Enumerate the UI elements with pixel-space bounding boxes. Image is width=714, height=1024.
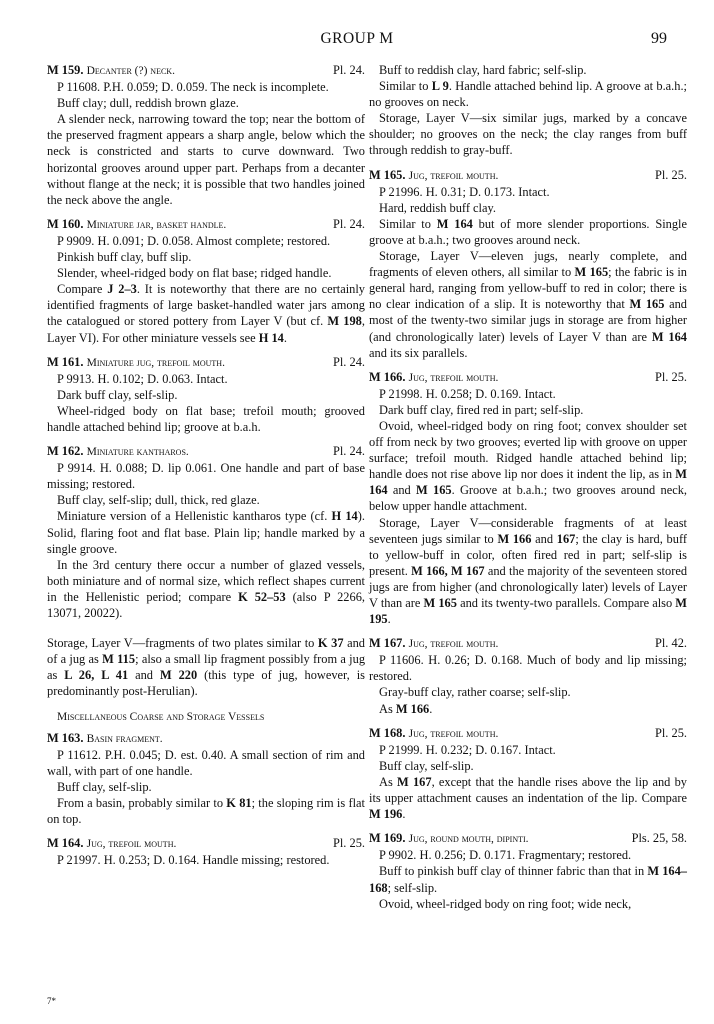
entry-title: Miniature jar, basket handle. xyxy=(86,218,227,231)
cross-reference: M 167 xyxy=(397,774,432,789)
entry-title: Miniature kantharos. xyxy=(86,446,189,459)
entry-heading xyxy=(47,216,365,233)
plate-ref: Pl. 25. xyxy=(654,725,687,740)
entry-number: M 159. xyxy=(47,63,84,77)
entry-title: Decanter (?) neck. xyxy=(86,65,175,77)
entry-number: M 163. xyxy=(47,730,84,745)
cross-reference: M 196 xyxy=(369,807,403,822)
cross-reference: H 14 xyxy=(331,509,358,524)
text-run: From a basin, probably similar to xyxy=(57,795,227,810)
entry-text: Storage, Layer V—six similar jugs, marked by a concave shoulder; no grooves on the neck; the clay ranges from buff through reddish to gray-buff. xyxy=(369,111,687,158)
entry-text: Pinkish buff clay, buff slip. xyxy=(57,250,192,265)
entry-text: P 11608. P.H. 0.059; D. 0.059. The neck is incomplete. xyxy=(57,80,329,95)
entry-title: Jug, trefoil mouth. xyxy=(408,638,499,651)
cross-reference: M 115 xyxy=(102,652,136,667)
entry-text: P 9914. H. 0.088; D. lip 0.061. One handle and part of base missing; restored. xyxy=(47,461,365,492)
text-run: Buff to pinkish buff clay of thinner fabric than that in xyxy=(379,864,648,879)
cross-reference: M 165 xyxy=(629,297,665,312)
entry-number: M 164. xyxy=(47,836,84,851)
text-run: . xyxy=(402,807,406,822)
text-run: Compare xyxy=(57,282,108,297)
cross-reference: J 2–3 xyxy=(107,282,137,297)
entry-text xyxy=(369,418,687,515)
plate-ref: Pl. 42. xyxy=(654,636,687,651)
text-run: and most of the twenty-two similar jugs in storage are from higher (and chronologically later) levels of Layer V than are xyxy=(369,297,687,344)
text-run: , Layer VI). For other miniature vessels see xyxy=(47,314,365,345)
cross-reference: M 220 xyxy=(159,668,198,683)
entry-text: Buff clay, self-slip; dull, thick, red glaze. xyxy=(57,493,260,508)
cross-reference: K 37 xyxy=(317,636,344,651)
text-run: . xyxy=(387,612,391,627)
cross-reference: M 164 xyxy=(369,467,687,498)
entry-text: Buff to reddish clay, hard fabric; self-slip. xyxy=(379,63,587,77)
entry-text: Wheel-ridged body on flat base; trefoil mouth; grooved handle attached behind lip; groove at b.a.h. xyxy=(47,403,365,434)
running-header xyxy=(0,30,714,52)
cross-reference: M 166 xyxy=(395,701,430,716)
plate-ref: Pl. 24. xyxy=(332,216,365,231)
entry-heading xyxy=(47,730,365,747)
entry-text: P 21997. H. 0.253; D. 0.164. Handle missing; restored. xyxy=(57,853,330,868)
entry-title: Miniature jug, trefoil mouth. xyxy=(86,356,225,369)
entry-text: Ovoid, wheel-ridged body on ring foot; wide neck, xyxy=(379,896,632,911)
entry-text xyxy=(47,557,365,621)
plate-ref: Pls. 25, 58. xyxy=(631,831,687,846)
text-run: . Handle attached behind lip. A groove at b.a.h.; no grooves on neck. xyxy=(369,79,687,110)
entry-title: Basin fragment. xyxy=(86,732,163,745)
left-column xyxy=(47,62,365,868)
cross-reference: M 165 xyxy=(574,265,609,280)
text-run: Similar to xyxy=(379,79,432,94)
entry-number: M 167. xyxy=(369,636,406,651)
cross-reference: M 164 xyxy=(436,216,473,231)
text-run: . xyxy=(429,701,433,716)
catalogue-entry-m159 xyxy=(47,62,365,208)
text-run: and the majority of the seventeen stored jugs are from higher (and chronologically later) levels of Layer V than are xyxy=(369,563,688,610)
entry-text: Slender, wheel-ridged body on flat base; ridged handle. xyxy=(57,266,332,281)
text-run: and xyxy=(531,531,557,546)
entry-text: P 9909. H. 0.091; D. 0.058. Almost complete; restored. xyxy=(57,233,331,248)
signature-mark: 7* xyxy=(47,996,56,1006)
entry-text xyxy=(369,78,687,110)
cross-reference: M 164–168 xyxy=(369,864,688,895)
entry-text xyxy=(47,635,365,699)
right-column xyxy=(369,62,687,912)
plate-ref: Pl. 24. xyxy=(332,444,365,459)
catalogue-entry-m166 xyxy=(369,369,687,628)
cross-reference: M 165 xyxy=(423,596,457,610)
entry-text: P 9913. H. 0.102; D. 0.063. Intact. xyxy=(57,371,228,386)
plate-ref: Pl. 25. xyxy=(332,836,365,851)
entry-text: Hard, reddish buff clay. xyxy=(379,200,496,215)
entry-text xyxy=(369,248,687,361)
entry-text: P 9902. H. 0.256; D. 0.171. Fragmentary; restored. xyxy=(379,848,632,863)
text-run: , except that the handle rises above the lip and by its upper attachment causes an indentation of the lip. Compare xyxy=(369,774,687,806)
catalogue-entry-m160 xyxy=(47,216,365,346)
catalogue-entry-m163 xyxy=(47,730,365,828)
text-run: Similar to xyxy=(379,216,437,231)
text-run: but of more slender proportions. Single groove at b.a.h.; two grooves around neck. xyxy=(369,216,687,247)
text-run: ; also a small lip fragment possibly from a jug as xyxy=(47,652,366,683)
entry-number: M 166. xyxy=(369,369,406,384)
text-run: and its six parallels. xyxy=(369,345,468,360)
entry-text: Dark buff clay, fired red in part; self-slip. xyxy=(379,402,584,417)
cross-reference: 167 xyxy=(556,531,576,546)
entry-title: Jug, trefoil mouth. xyxy=(408,727,499,740)
text-run: As xyxy=(379,701,396,716)
entry-title: Jug, trefoil mouth. xyxy=(86,838,177,851)
entry-number: M 160. xyxy=(47,216,84,231)
text-run: and xyxy=(128,668,160,683)
text-run: Storage, Layer V—eleven jugs, nearly complete, and fragments of eleven others, all similar to xyxy=(369,249,687,280)
catalogue-entry-m169 xyxy=(369,830,687,911)
entry-text xyxy=(369,774,687,822)
text-run: Miniature version of a Hellenistic kantharos type (cf. xyxy=(57,509,332,524)
entry-heading xyxy=(47,835,365,852)
text-run: and of a jug as xyxy=(47,636,365,667)
entry-title: Jug, round mouth, dipinti. xyxy=(408,833,529,846)
entry-heading xyxy=(47,354,365,371)
text-run: ; the sloping rim is flat on top. xyxy=(47,795,365,827)
entry-number: M 161. xyxy=(47,354,84,369)
entry-number: M 168. xyxy=(369,725,406,740)
entry-title: Jug, trefoil mouth. xyxy=(408,371,499,384)
cross-reference: M 166 xyxy=(497,531,532,546)
cross-reference: L 9 xyxy=(431,79,449,94)
entry-heading xyxy=(369,167,687,184)
entry-text xyxy=(47,281,365,345)
text-run: Ovoid, wheel-ridged body on ring foot; convex shoulder set off from neck by two grooves; everted lip with groove on upper surface; trefoil mouth. Ridged handle attached behind lip; handle does not rise above lip nor does it indent the lip, as in xyxy=(369,418,687,482)
catalogue-entry-m164 xyxy=(47,835,365,868)
entry-text: P 11612. P.H. 0.045; D. est. 0.40. A small section of rim and wall, with part of one handle. xyxy=(47,747,365,778)
plate-ref: Pl. 25. xyxy=(654,369,687,384)
entry-text: A slender neck, narrowing toward the top; near the bottom of the preserved fragment appears a sharp angle, below which the neck is constricted and starts to curve downward. Two horizontal grooves around upper part. Perhaps from a decanter without flange at the neck; it is possible that two handles joined the neck above the angle. xyxy=(47,112,365,207)
entry-heading xyxy=(369,369,687,386)
text-run: Storage, Layer V—considerable fragments of at least seventeen jugs similar to xyxy=(369,515,687,546)
entry-text xyxy=(369,515,687,628)
entry-text xyxy=(369,216,687,248)
entry-text: Dark buff clay, self-slip. xyxy=(57,387,178,402)
plate-ref: Pl. 24. xyxy=(332,63,365,77)
entry-text xyxy=(369,701,687,717)
entry-text: Buff clay; dull, reddish brown glaze. xyxy=(57,96,239,111)
entry-heading xyxy=(369,725,687,742)
text-run: (this type of jug, however, is predominantly post-Herulian). xyxy=(47,668,365,699)
text-run: . It is noteworthy that there are no certainly identified fragments of large basket-handled water jars among the catalogued or stored pottery from Layer V (but cf. xyxy=(47,282,365,329)
text-run: Storage, Layer V—fragments of two plates similar to xyxy=(47,636,318,651)
catalogue-entry-m165 xyxy=(369,167,687,361)
entry-heading xyxy=(47,443,365,460)
page-number: 99 xyxy=(651,30,667,47)
entry-heading xyxy=(47,62,365,79)
text-run: ; the fabric is in general hard, ranging from yellow-buff to red in color; there is no clear indication of a slip. It is noteworthy that xyxy=(369,265,687,312)
cross-reference: M 195 xyxy=(369,596,687,627)
cross-reference: L 26, L 41 xyxy=(64,668,129,683)
plate-ref: Pl. 24. xyxy=(332,354,365,369)
cross-reference: M 165 xyxy=(416,483,452,498)
cross-reference: K 81 xyxy=(226,795,252,810)
section-heading: Miscellaneous Coarse and Storage Vessels xyxy=(57,711,265,724)
text-run: . xyxy=(283,330,287,345)
cross-reference: K 52–53 xyxy=(238,589,286,604)
text-run: As xyxy=(379,774,398,789)
entry-title: Jug, trefoil mouth. xyxy=(408,169,499,182)
entry-text xyxy=(369,863,687,895)
text-run: and xyxy=(387,483,417,498)
text-run: (also P 2266, 13071, 20022). xyxy=(47,589,365,620)
entry-text: P 21998. H. 0.258; D. 0.169. Intact. xyxy=(379,386,556,401)
text-run: ; self-slip. xyxy=(387,880,438,895)
entry-number: M 162. xyxy=(47,444,84,459)
entry-heading xyxy=(369,635,687,652)
text-run: . Groove at b.a.h.; two grooves around neck, below upper handle attachment. xyxy=(369,483,688,514)
text-run: ). Solid, flaring foot and flat base. Plain lip; handle marked by a single groove. xyxy=(47,509,365,556)
entry-number: M 165. xyxy=(369,167,406,182)
catalogue-entry-m162 xyxy=(47,443,365,621)
entry-number: M 169. xyxy=(369,831,406,846)
running-title: GROUP M xyxy=(320,30,394,47)
entry-text: Buff clay, self-slip. xyxy=(57,779,152,794)
entry-text: P 21999. H. 0.232; D. 0.167. Intact. xyxy=(379,742,556,757)
plate-ref: Pl. 25. xyxy=(654,167,687,182)
text-run: In the 3rd century there occur a number of glazed vessels, both miniature and of normal size, which reflect shapes current in the Hellenistic period; compare xyxy=(47,557,365,604)
entry-text: P 21996. H. 0.31; D. 0.173. Intact. xyxy=(379,184,550,199)
entry-text xyxy=(47,508,365,556)
storage-note xyxy=(47,635,365,699)
catalogue-entry-m168 xyxy=(369,725,687,823)
cross-reference: M 198 xyxy=(327,314,362,329)
entry-heading xyxy=(369,830,687,847)
catalogue-entry-m164-continued xyxy=(369,62,687,159)
entry-text xyxy=(47,795,365,827)
entry-text: Gray-buff clay, rather coarse; self-slip. xyxy=(379,685,571,700)
text-run: and its twenty-two parallels. Compare also xyxy=(456,596,676,610)
cross-reference: M 166, M 167 xyxy=(411,563,485,578)
catalogue-entry-m167 xyxy=(369,635,687,716)
text-run: ; the clay is hard, buff to yellow-buff in color, often fired red in part; self-slip is present. xyxy=(369,531,687,578)
catalogue-entry-m161 xyxy=(47,354,365,435)
entry-text: Buff clay, self-slip. xyxy=(379,758,474,773)
cross-reference: H 14 xyxy=(258,330,284,345)
cross-reference: M 164 xyxy=(651,329,687,344)
entry-text: P 11606. H. 0.26; D. 0.168. Much of body and lip missing; restored. xyxy=(369,653,687,684)
